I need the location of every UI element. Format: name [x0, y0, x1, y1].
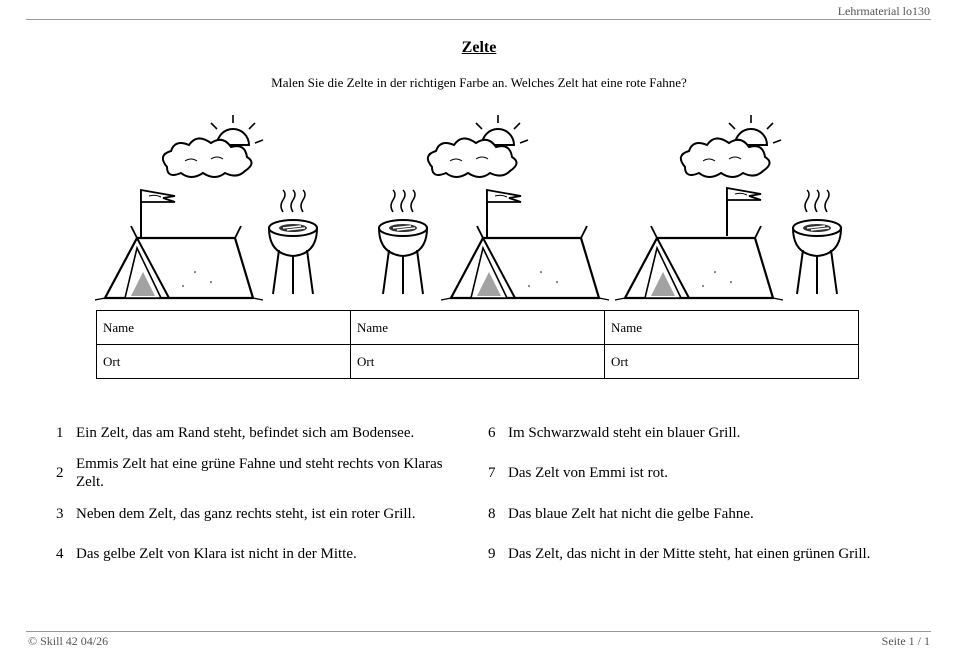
tent-1 [95, 190, 263, 300]
instruction-text: Malen Sie die Zelte in der richtigen Farbe an. Welches Zelt hat eine rote Fahne? [271, 75, 687, 90]
clue-number: 2 [56, 465, 64, 481]
clue-item [488, 505, 898, 523]
clue-text: Im Schwarzwald steht ein blauer Grill. [508, 425, 741, 441]
clue-number: 4 [56, 546, 64, 562]
page-title: Zelte [461, 39, 497, 56]
clue-number: 7 [488, 465, 496, 481]
location-cell[interactable]: Ort [605, 345, 859, 379]
clue-item [56, 424, 466, 442]
name-cell[interactable]: Name [351, 311, 605, 345]
clue-text: Das blaue Zelt hat nicht die gelbe Fahne. [508, 506, 754, 522]
location-cell[interactable]: Ort [351, 345, 605, 379]
clue-item [56, 505, 466, 523]
table-row [97, 345, 859, 379]
tent-3 [615, 188, 783, 300]
clue-number: 9 [488, 546, 496, 562]
cloud-sun-icon [428, 115, 528, 177]
clue-text: Das Zelt von Emmi ist rot. [508, 465, 668, 481]
clue-item [56, 545, 466, 563]
page-number: Seite 1 / 1 [881, 634, 930, 648]
clue-item [56, 455, 456, 491]
clue-item [488, 536, 888, 572]
header-divider [26, 19, 931, 20]
clue-text: Das Zelt, das nicht in der Mitte steht, hat einen grünen Grill. [508, 546, 871, 562]
clue-text: Neben dem Zelt, das ganz rechts steht, ist ein roter Grill. [76, 506, 416, 522]
name-cell[interactable]: Name [605, 311, 859, 345]
clue-number: 1 [56, 425, 64, 441]
grill-2 [379, 190, 427, 294]
cloud-sun-icon [163, 115, 263, 177]
table-row [97, 311, 859, 345]
footer-copyright: © Skill 42 04/26 [28, 634, 109, 648]
camping-illustration [95, 108, 865, 308]
clue-number: 3 [56, 506, 64, 522]
tent-2 [441, 190, 609, 300]
clue-number: 6 [488, 425, 496, 441]
footer-divider [26, 631, 931, 632]
grill-3 [793, 190, 841, 294]
cloud-sun-icon [681, 115, 781, 177]
location-cell[interactable]: Ort [97, 345, 351, 379]
clue-text: Ein Zelt, das am Rand steht, befindet sich am Bodensee. [76, 425, 415, 441]
name-location-table [96, 310, 859, 379]
clue-text: Das gelbe Zelt von Klara ist nicht in der Mitte. [76, 546, 357, 562]
clue-number: 8 [488, 506, 496, 522]
clue-item [488, 464, 898, 482]
name-cell[interactable]: Name [97, 311, 351, 345]
header-label: Lehrmaterial lo130 [837, 4, 930, 18]
grill-1 [269, 190, 317, 294]
clue-item [488, 424, 898, 442]
clue-text: Emmis Zelt hat eine grüne Fahne und steht rechts von Klaras Zelt. [76, 456, 443, 490]
